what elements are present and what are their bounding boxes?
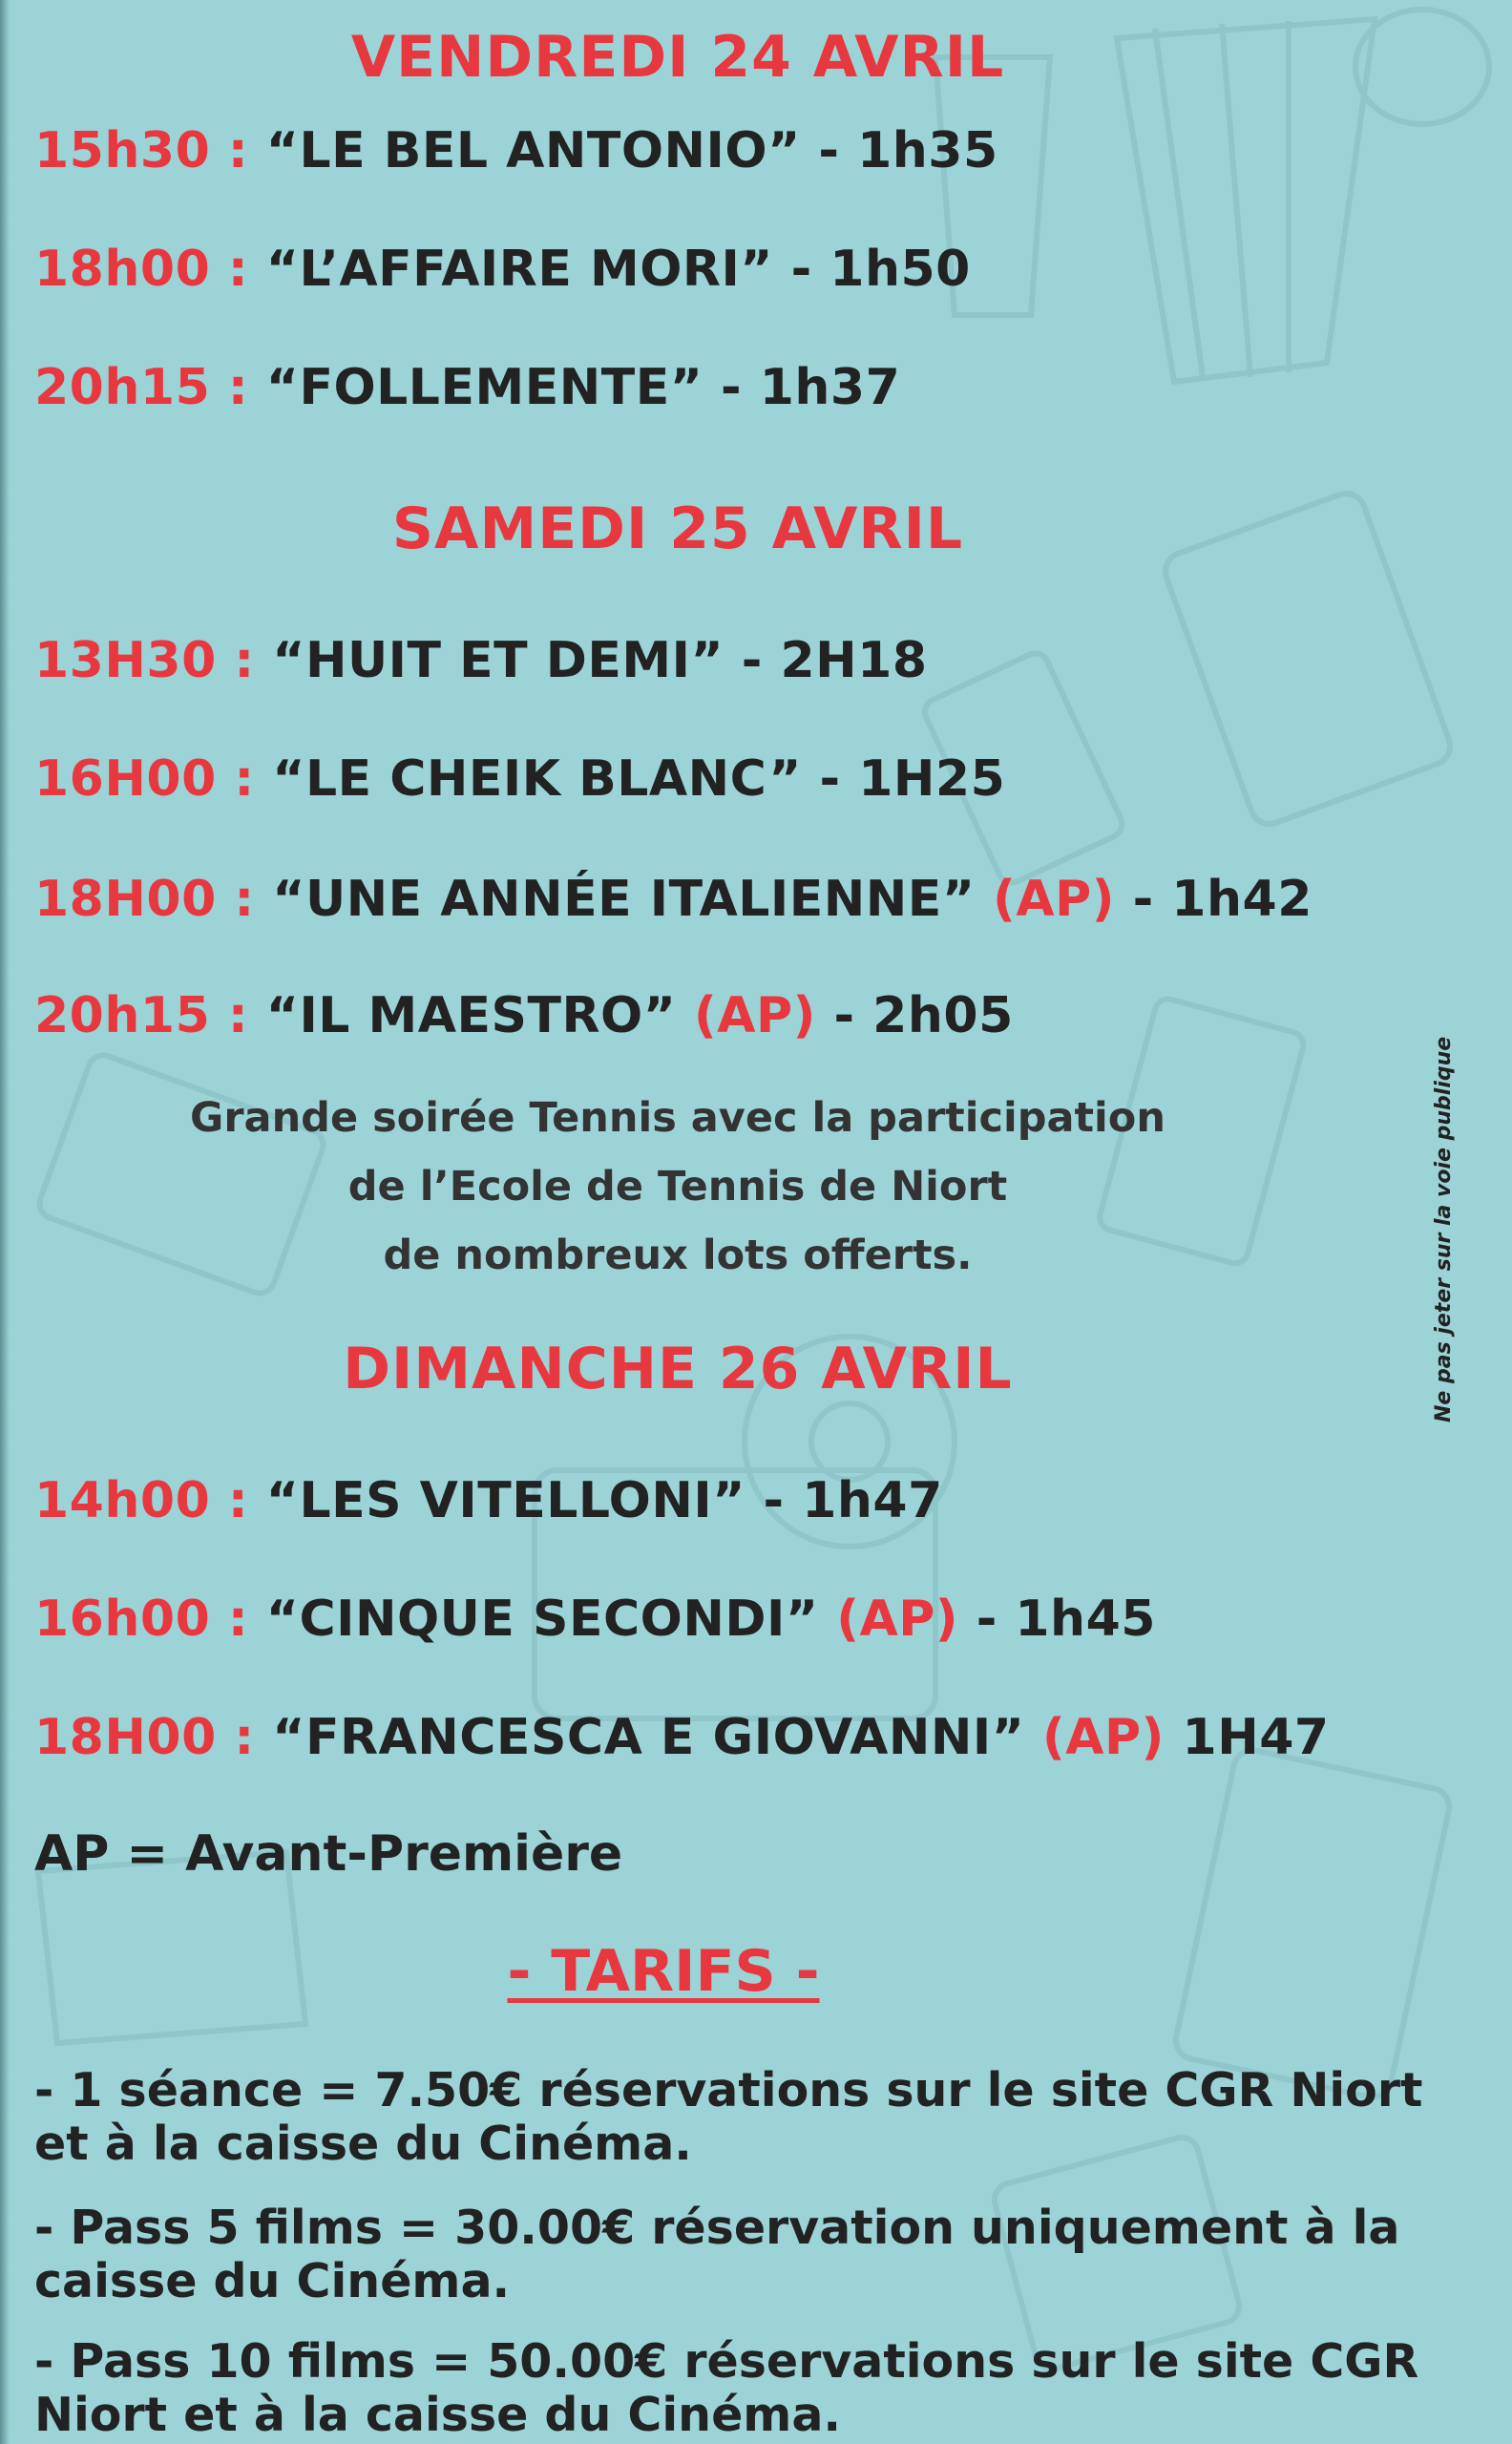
screening-row: [34, 1709, 1330, 1766]
screening-film: “LES VITELLONI”: [265, 1472, 746, 1529]
event-note-line: de l’Ecole de Tennis de Niort: [347, 1163, 1008, 1211]
side-notice: Ne pas jeter sur la voie publique: [1432, 1036, 1456, 1422]
screening-film: “UNE ANNÉE ITALIENNE”: [272, 871, 976, 928]
screening-time: 14h00 :: [34, 1472, 249, 1529]
screening-time: 18H00 :: [34, 1709, 255, 1766]
screening-row: [34, 871, 1312, 928]
tarifs-heading: [0, 1938, 1327, 2005]
screening-time: 20h15 :: [34, 987, 249, 1044]
screening-duration: - 2H18: [741, 632, 928, 689]
screening-duration: 1H47: [1182, 1709, 1330, 1766]
day-heading-vendredi: VENDREDI 24 AVRIL: [350, 24, 1005, 91]
ap-legend: AP = Avant-Première: [34, 1825, 623, 1883]
screening-duration: - 1h42: [1132, 871, 1312, 928]
screening-duration: - 1H25: [819, 750, 1006, 808]
screening-time: 13H30 :: [34, 632, 255, 689]
screening-duration: - 1h45: [976, 1591, 1156, 1648]
tarifs-heading-text: - TARIFS -: [507, 1938, 820, 2005]
screening-duration: - 1h50: [790, 241, 971, 298]
screening-film: “LE CHEIK BLANC”: [272, 750, 802, 808]
event-note-line: Grande soirée Tennis avec la participation: [190, 1094, 1166, 1142]
screening-time: 16h00 :: [34, 1591, 249, 1648]
avant-premiere-tag: (AP): [694, 987, 816, 1044]
screening-film: “HUIT ET DEMI”: [272, 632, 724, 689]
avant-premiere-tag: (AP): [836, 1591, 959, 1648]
screening-film: “L’AFFAIRE MORI”: [265, 241, 773, 298]
day-heading-samedi: SAMEDI 25 AVRIL: [391, 495, 964, 562]
screening-time: 20h15 :: [34, 359, 249, 416]
screening-row: [34, 1591, 1156, 1648]
screening-row: [34, 241, 971, 298]
avant-premiere-tag: (AP): [1042, 1709, 1165, 1766]
screening-time: 15h30 :: [34, 122, 249, 179]
screening-film: “FOLLEMENTE”: [265, 359, 704, 416]
event-note: [0, 1084, 1355, 1290]
screening-film: “LE BEL ANTONIO”: [265, 122, 801, 179]
screening-row: [34, 987, 1014, 1044]
screening-film: “CINQUE SECONDI”: [265, 1591, 819, 1648]
screening-row: [34, 750, 1006, 808]
screening-duration: - 1h47: [763, 1472, 943, 1529]
screening-row: [34, 359, 901, 416]
screening-row: [34, 632, 928, 689]
screening-duration: - 2h05: [833, 987, 1014, 1044]
screening-row: [34, 1472, 943, 1529]
screening-row: [34, 122, 998, 179]
screening-film: “IL MAESTRO”: [265, 987, 677, 1044]
screening-time: 18H00 :: [34, 871, 255, 928]
screening-time: 16H00 :: [34, 750, 255, 808]
avant-premiere-tag: (AP): [993, 871, 1116, 928]
tarif-item: - 1 séance = 7.50€ réservations sur le site CGR Niort et à la caisse du Cinéma.: [34, 2063, 1423, 2171]
tarif-item: - Pass 5 films = 30.00€ réservation uniquement à la caisse du Cinéma.: [34, 2201, 1400, 2308]
screening-duration: - 1h35: [818, 122, 998, 179]
screening-time: 18h00 :: [34, 241, 249, 298]
screening-film: “FRANCESCA E GIOVANNI”: [272, 1709, 1025, 1766]
event-note-line: de nombreux lots offerts.: [383, 1232, 973, 1279]
tarif-item: - Pass 10 films = 50.00€ réservations sur le site CGR Niort et à la caisse du Cinéma.: [34, 2334, 1419, 2442]
screening-duration: - 1h37: [721, 359, 901, 416]
day-heading-dimanche: DIMANCHE 26 AVRIL: [343, 1336, 1013, 1402]
